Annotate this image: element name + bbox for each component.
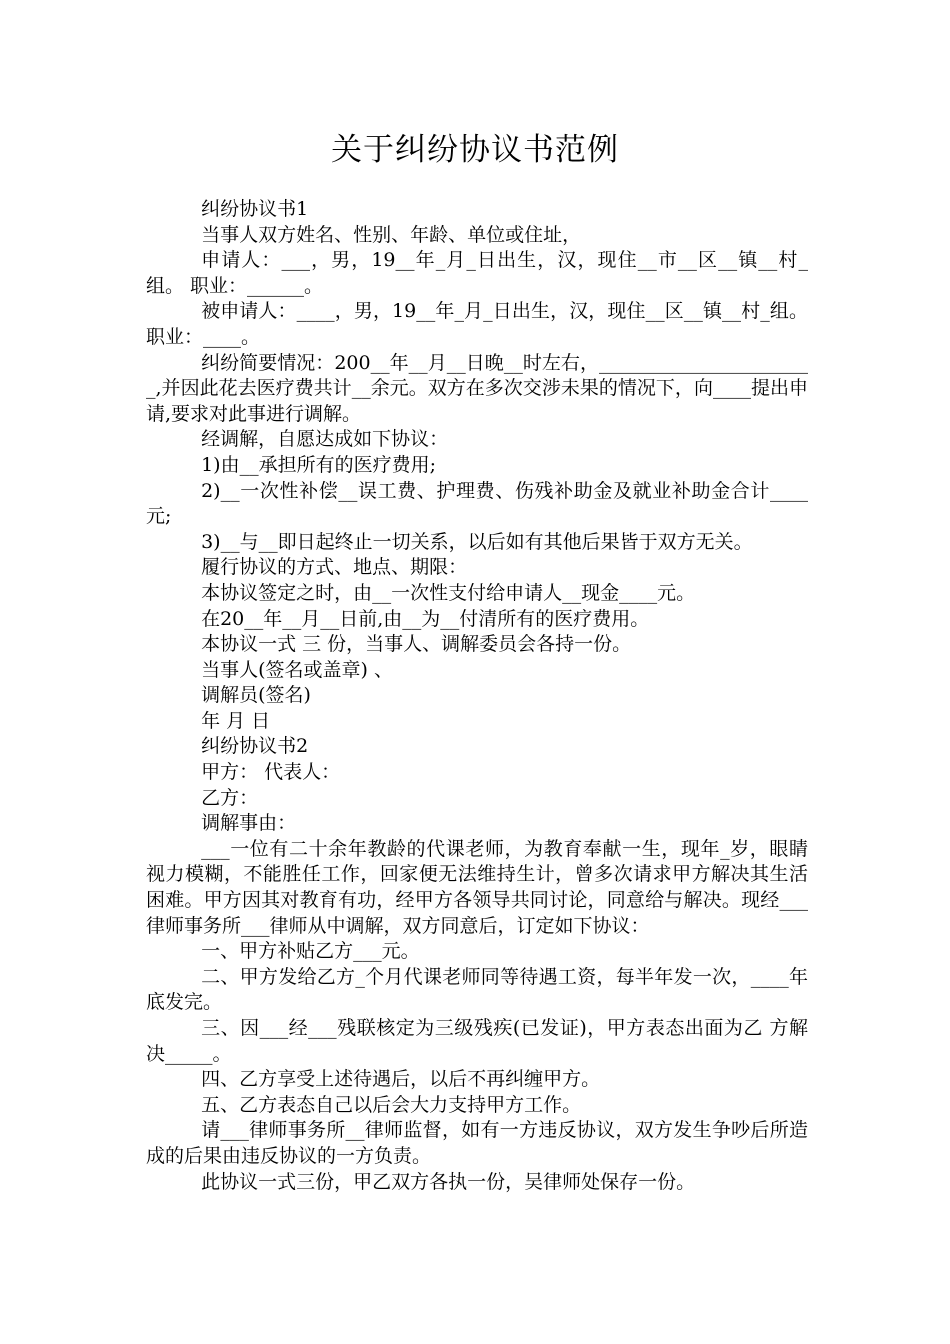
paragraph: 1)由__承担所有的医疗费用; bbox=[201, 453, 436, 476]
paragraph: 当事人双方姓名、性别、年龄、单位或住址， bbox=[201, 223, 582, 246]
paragraph: 五、乙方表态自己以后会大力支持甲方工作。 bbox=[201, 1093, 582, 1116]
paragraph: 四、乙方享受上述待遇后，以后不再纠缠甲方。 bbox=[201, 1068, 601, 1091]
paragraph: 纠纷简要情况：200__年__月__日晚__时左右，_______________________,并因此花去医疗费共计__余元。双方在多次交涉未果的情况下，向____提出申请,要求对此事进行调解。 bbox=[146, 351, 808, 425]
paragraph: 年 月 日 bbox=[201, 709, 271, 732]
paragraph: 请___律师事务所__律师监督，如有一方违反协议，双方发生争吵后所造成的后果由违反协议的一方负责。 bbox=[146, 1119, 808, 1167]
paragraph: 当事人(签名或盖章) 、 bbox=[201, 658, 393, 681]
paragraph: ___一位有二十余年教龄的代课老师，为教育奉献一生，现年_岁，眼睛视力模糊，不能胜任工作，回家便无法维持生计，曾多次请求甲方解决其生活困难。甲方因其对教育有功，经甲方各领导共同讨论，同意给与解决。现经___律师事务所___律师从中调解，双方同意后，订定如下协议： bbox=[146, 837, 808, 937]
paragraph: 三、因___经___残联核定为三级残疾(已发证)，甲方表态出面为乙 方解决_____。 bbox=[146, 1017, 808, 1065]
paragraph: 纠纷协议书2 bbox=[201, 735, 309, 758]
paragraph: 一、甲方补贴乙方___元。 bbox=[201, 940, 420, 963]
paragraph: 此协议一式三份，甲乙双方各执一份，吴律师处保存一份。 bbox=[201, 1170, 696, 1193]
paragraph: 本协议签定之时，由__一次性支付给申请人__现金____元。 bbox=[201, 581, 696, 604]
paragraph: 本协议一式 三 份，当事人、调解委员会各持一份。 bbox=[201, 633, 632, 656]
paragraph: 调解事由： bbox=[201, 812, 297, 835]
paragraph: 被申请人：____，男，19__年_月_日出生，汉，现住__区__镇__村_组。职业：____。 bbox=[146, 300, 808, 348]
paragraph: 乙方： bbox=[201, 786, 259, 809]
paragraph: 二、甲方发给乙方_个月代课老师同等待遇工资，每半年发一次，____年底发完。 bbox=[146, 965, 808, 1014]
paragraph: 经调解，自愿达成如下协议： bbox=[201, 428, 449, 451]
paragraph: 甲方： 代表人： bbox=[201, 761, 341, 784]
paragraph: 调解员(签名) bbox=[201, 684, 311, 707]
document-title: 关于纠纷协议书范例 bbox=[331, 132, 619, 168]
paragraph: 申请人：___，男，19__年_月_日出生，汉，现住__市__区__镇__村_ 组。 职业：______。 bbox=[146, 249, 808, 297]
paragraph: 履行协议的方式、地点、期限： bbox=[201, 556, 468, 579]
paragraph: 纠纷协议书1 bbox=[201, 198, 309, 220]
paragraph: 3)__与__即日起终止一切关系，以后如有其他后果皆于双方无关。 bbox=[201, 530, 753, 553]
paragraph: 2)__一次性补偿__误工费、护理费、伤残补助金及就业补助金合计____元; bbox=[146, 479, 808, 528]
document-body bbox=[146, 197, 808, 1195]
paragraph: 在20__年__月__日前,由__为__付清所有的医疗费用。 bbox=[201, 607, 650, 630]
